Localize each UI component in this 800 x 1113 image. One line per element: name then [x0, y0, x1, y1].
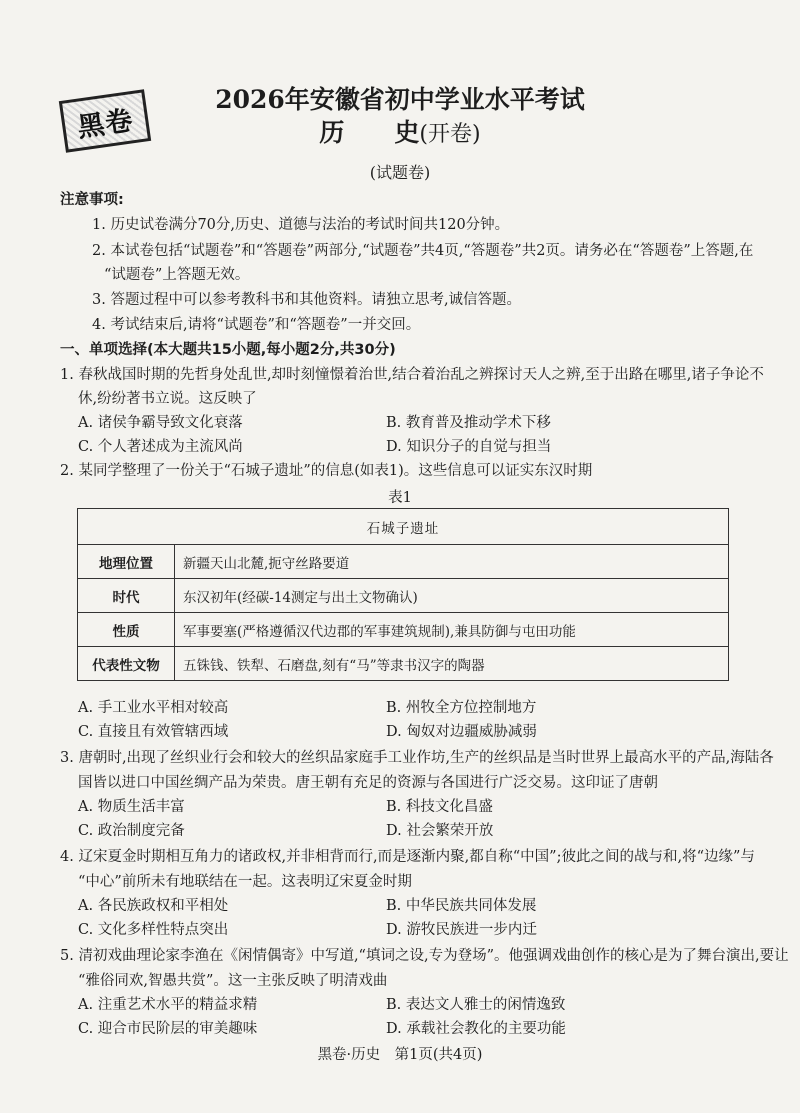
q3-option-b: B. 科技文化昌盛: [386, 799, 493, 815]
q4-option-d: D. 游牧民族进一步内迁: [386, 922, 537, 938]
q5-option-a: A. 注重艺术水平的精益求精: [78, 997, 258, 1013]
subject-title: [0, 113, 800, 149]
row-label: 地理位置: [78, 545, 175, 579]
q3-stem-line2: 国皆以进口中国丝绸产品为荣贵。唐王朝有充足的资源与各国进行广泛交易。这印证了唐朝: [78, 775, 658, 791]
stamp-text: 黑卷: [75, 104, 136, 144]
table-title: 石城子遗址: [78, 509, 729, 545]
note-item-1: 1. 历史试卷满分70分,历史、道德与法治的考试时间共120分钟。: [92, 217, 510, 233]
table-caption: 表1: [388, 490, 412, 506]
q5-option-d: D. 承载社会教化的主要功能: [386, 1021, 566, 1037]
paper-type: (试题卷): [369, 163, 431, 182]
q1-stem-line2: 休,纷纷著书立说。这反映了: [78, 391, 257, 407]
q1-option-a: A. 诸侯争霸导致文化衰落: [78, 415, 243, 431]
q4-option-b: B. 中华民族共同体发展: [386, 898, 537, 914]
row-value: 五铢钱、铁犁、石磨盘,刻有“马”等隶书汉字的陶器: [175, 647, 729, 681]
q3-stem-line1: 3. 唐朝时,出现了丝织业行会和较大的丝织品家庭手工业作坊,生产的丝织品是当时世界上最高水平的产品,海陆各: [60, 750, 774, 766]
q2-option-c: C. 直接且有效管辖西域: [78, 724, 229, 740]
q2-stem-line1: 2. 某同学整理了一份关于“石城子遗址”的信息(如表1)。这些信息可以证实东汉时期: [60, 463, 593, 479]
site-info-table: [77, 508, 729, 681]
table-row: [78, 647, 729, 681]
q5-option-b: B. 表达文人雅士的闲情逸致: [386, 997, 566, 1013]
row-label: 性质: [78, 613, 175, 647]
table-row: [78, 579, 729, 613]
subject-name: 历 史: [319, 118, 420, 147]
notes-heading: 注意事项:: [60, 192, 124, 208]
row-value: 新疆天山北麓,扼守丝路要道: [175, 545, 729, 579]
note-item-4: 4. 考试结束后,请将“试题卷”和“答题卷”一并交回。: [92, 317, 421, 333]
table-row: [78, 613, 729, 647]
q2-option-b: B. 州牧全方位控制地方: [386, 700, 537, 716]
note-item-2-cont: “试题卷”上答题无效。: [104, 267, 250, 283]
q5-option-c: C. 迎合市民阶层的审美趣味: [78, 1021, 258, 1037]
q3-option-d: D. 社会繁荣开放: [386, 823, 494, 839]
q1-option-c: C. 个人著述成为主流风尚: [78, 439, 243, 455]
table-header-row: [78, 509, 729, 545]
q1-option-d: D. 知识分子的自觉与担当: [386, 439, 552, 455]
section-heading: 一、单项选择(本大题共15小题,每小题2分,共30分): [60, 342, 396, 358]
q5-stem-line1: 5. 清初戏曲理论家李渔在《闲情偶寄》中写道,“填词之设,专为登场”。他强调戏曲创作的核心是为了舞台演出,要让: [60, 948, 789, 964]
row-value: 东汉初年(经碳-14测定与出土文物确认): [175, 579, 729, 613]
table-row: [78, 545, 729, 579]
q1-option-b: B. 教育普及推动学术下移: [386, 415, 551, 431]
q2-option-a: A. 手工业水平相对较高: [78, 700, 229, 716]
subject-note: (开卷): [419, 122, 481, 147]
note-item-3: 3. 答题过程中可以参考教科书和其他资料。请独立思考,诚信答题。: [92, 292, 522, 308]
q2-option-d: D. 匈奴对边疆威胁减弱: [386, 724, 537, 740]
page-footer: 黑卷·历史 第1页(共4页): [317, 1047, 483, 1063]
q4-stem-line1: 4. 辽宋夏金时期相互角力的诸政权,并非相背而行,而是逐渐内聚,都自称“中国”;彼此之间的战与和,将“边缘”与: [60, 849, 755, 865]
q3-option-a: A. 物质生活丰富: [78, 799, 185, 815]
row-value: 军事要塞(严格遵循汉代边郡的军事建筑规制),兼具防御与屯田功能: [175, 613, 729, 647]
row-label: 代表性文物: [78, 647, 175, 681]
exam-title: 2026年安徽省初中学业水平考试: [215, 85, 585, 114]
q5-stem-line2: “雅俗同欢,智愚共赏”。这一主张反映了明清戏曲: [78, 973, 388, 989]
q3-option-c: C. 政治制度完备: [78, 823, 185, 839]
q4-option-a: A. 各民族政权和平相处: [78, 898, 229, 914]
q4-stem-line2: “中心”前所未有地联结在一起。这表明辽宋夏金时期: [78, 874, 412, 890]
q1-stem-line1: 1. 春秋战国时期的先哲身处乱世,却时刻憧憬着治世,结合着治乱之辨探讨天人之辨,至于出路在哪里,诸子争论不: [60, 367, 764, 383]
note-item-2: 2. 本试卷包括“试题卷”和“答题卷”两部分,“试题卷”共4页,“答题卷”共2页。请务必在“答题卷”上答题,在: [92, 243, 754, 259]
q4-option-c: C. 文化多样性特点突出: [78, 922, 229, 938]
row-label: 时代: [78, 579, 175, 613]
